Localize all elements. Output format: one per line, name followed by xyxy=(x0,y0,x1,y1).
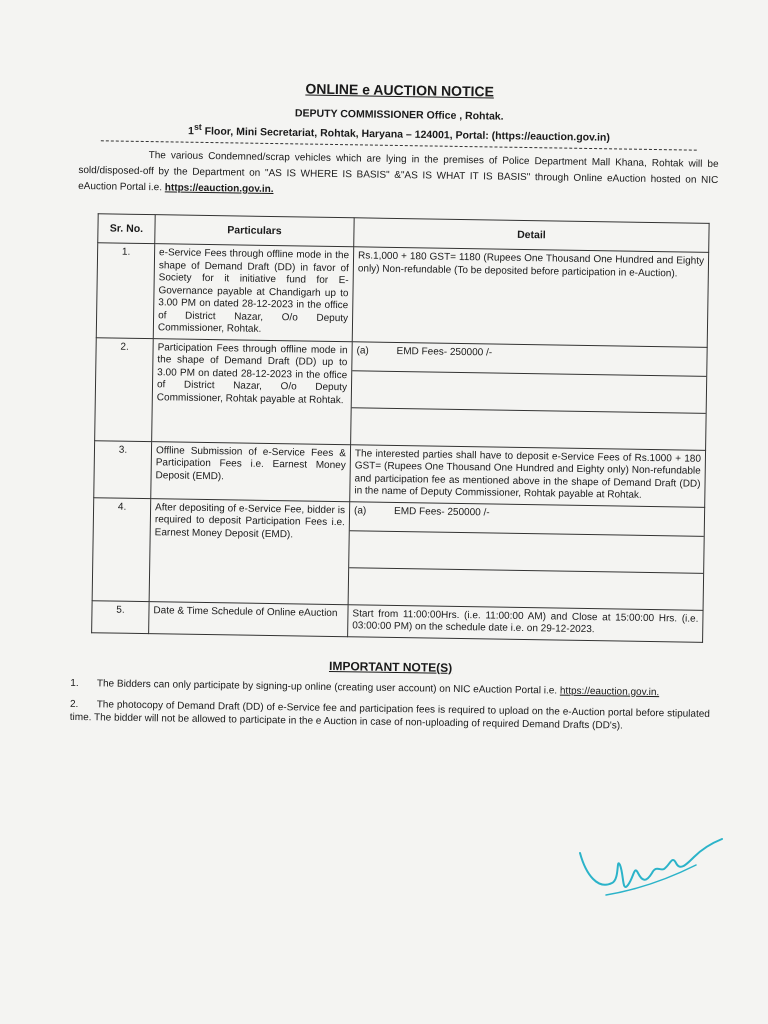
signature xyxy=(576,835,726,905)
notice-title: ONLINE e AUCTION NOTICE xyxy=(305,80,495,100)
row-sr: 2. xyxy=(95,337,154,441)
col-header-particulars: Particulars xyxy=(155,214,354,247)
row-detail xyxy=(348,501,705,610)
auction-table xyxy=(91,213,710,643)
table-row xyxy=(95,337,708,450)
row-particulars: Date & Time Schedule of Online eAuction xyxy=(149,601,348,636)
office-name: DEPUTY COMMISSIONER Office , Rohtak. xyxy=(294,107,504,123)
signature-stroke xyxy=(580,839,722,887)
col-header-sr: Sr. No. xyxy=(98,213,155,243)
row-sr: 3. xyxy=(94,440,152,498)
row-sr: 1. xyxy=(96,243,154,338)
row-detail: The interested parties shall have to deposit e-Service Fees of Rs.1000 + 180 GST= (Rupees One Thousand One Hundred and Eighty only) Non-refundable and participation fee as mentioned above in the shape of Demand Draft (DD) in the name of Deputy Commissioner, Rohtak payable at Rohtak. xyxy=(350,444,706,507)
important-heading: IMPORTANT NOTE(S) xyxy=(328,658,453,675)
empty-subcell xyxy=(351,408,706,450)
intro-paragraph: The various Condemned/scrap vehicles which are lying in the premises of Police Department Mall Khana, Rohtak will be sold/disposed-off by the Department on "AS IS WHERE IS BASIS" &"AS IS WHAT IT IS BASIS" through Online eAuction hosted on NIC eAuction Portal i.e. https://eauction.gov.in. xyxy=(78,149,719,195)
row-detail xyxy=(351,341,708,450)
row-particulars: Participation Fees through offline mode in the shape of Demand Draft (DD) up to 3.00 PM on dated 28-12-2023 in the office of District Nazar, O/o Deputy Commissioner, Rohtak payable at Rohtak. xyxy=(152,338,353,444)
note-item: 1. The Bidders can only participate by signing-up online (creating user account) on NIC eAuction Portal i.e. https://eauction.gov.in. xyxy=(70,677,660,698)
office-address: 1st Floor, Mini Secretariat, Rohtak, Haryana – 124001, Portal: (https://eauction.gov.in) xyxy=(187,121,610,144)
note-item: 2. The photocopy of Demand Draft (DD) of e-Service fee and participation fees is required to upload on the e-Auction portal before stipulated time. The bidder will not be allowed to participate in the e Auction in case of non-uploading of required Demand Drafts (DD's). xyxy=(69,698,711,732)
empty-subcell xyxy=(349,531,704,574)
signature-underline xyxy=(606,865,696,895)
row-particulars: e-Service Fees through offline mode in the shape of Demand Draft (DD) in favor of Society for it initiative fund for E-Governance payable at Chandigarh up to 3.00 PM on dated 28-12-2023 in the office of District Nazar, O/o Deputy Commissioner, Rohtak. xyxy=(153,244,353,342)
row-sr: 4. xyxy=(92,497,151,601)
row-detail: Start from 11:00:00Hrs. (i.e. 11:00:00 AM) and Close at 15:00:00 Hrs. (i.e. 03:00:00 PM) on the schedule date i.e. on 29-12-2023. xyxy=(348,604,703,642)
empty-subcell xyxy=(352,371,707,414)
portal-link[interactable]: https://eauction.gov.in. xyxy=(559,685,660,698)
emd-line: (a) EMD Fees- 250000 /- xyxy=(350,502,704,537)
row-sr: 5. xyxy=(92,600,149,633)
portal-link[interactable]: https://eauction.gov.in. xyxy=(164,181,274,195)
table-row xyxy=(94,440,706,507)
col-header-detail: Detail xyxy=(354,217,709,252)
row-particulars: Offline Submission of e-Service Fees & Participation Fees i.e. Earnest Money Deposit (EMD). xyxy=(151,441,351,501)
emd-line: (a) EMD Fees- 250000 /- xyxy=(352,342,706,377)
table-row xyxy=(96,243,708,347)
table-row xyxy=(92,497,705,610)
row-particulars: After depositing of e-Service Fee, bidder is required to deposit Participation Fees i.e. Earnest Money Deposit (EMD). xyxy=(149,498,350,604)
row-detail: Rs.1,000 + 180 GST= 1180 (Rupees One Thousand One Hundred and Eighty only) Non-refundable (To be deposited before participation in e-Auction). xyxy=(352,247,708,347)
empty-subcell xyxy=(349,568,704,610)
